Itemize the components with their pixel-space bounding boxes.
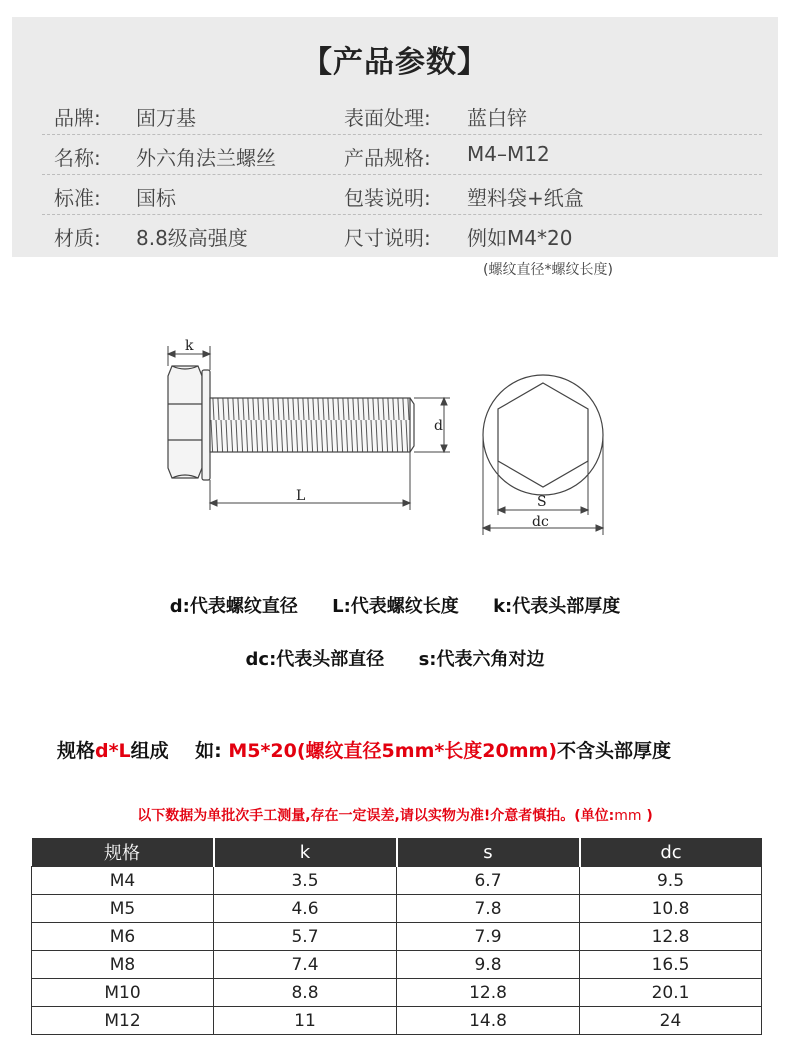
param-key: 包装说明: bbox=[344, 186, 431, 210]
header-k: k bbox=[214, 838, 397, 867]
warning-unit: mm bbox=[614, 808, 642, 824]
thread-shape bbox=[210, 398, 410, 452]
table-header-row bbox=[32, 838, 762, 867]
spec-composition-line bbox=[57, 736, 671, 763]
hex-head-shape bbox=[168, 366, 202, 478]
cell-k: 5.7 bbox=[214, 923, 397, 951]
legend-d: d:代表螺纹直径 bbox=[169, 596, 298, 617]
cell-spec: M12 bbox=[32, 1007, 214, 1035]
cell-k: 7.4 bbox=[214, 951, 397, 979]
label-L: L bbox=[296, 488, 306, 504]
cell-k: 3.5 bbox=[214, 867, 397, 895]
cell-s: 14.8 bbox=[397, 1007, 580, 1035]
table-row bbox=[32, 923, 762, 951]
param-key: 名称: bbox=[54, 146, 101, 170]
param-value: 塑料袋+纸盒 bbox=[467, 186, 584, 210]
cell-k: 4.6 bbox=[214, 895, 397, 923]
cell-dc: 10.8 bbox=[580, 895, 762, 923]
warning-text: 以下数据为单批次手工测量,存在一定误差,请以实物为准!介意者慎拍。(单位: bbox=[137, 808, 615, 824]
param-value: 例如M4*20 bbox=[467, 226, 573, 250]
param-value: 蓝白锌 bbox=[467, 106, 527, 130]
flange-shape bbox=[202, 370, 210, 480]
cell-spec: M4 bbox=[32, 867, 214, 895]
cell-s: 12.8 bbox=[397, 979, 580, 1007]
hex-outline bbox=[498, 383, 588, 487]
cell-spec: M8 bbox=[32, 951, 214, 979]
L-dimension bbox=[210, 452, 410, 510]
param-key: 标准: bbox=[54, 186, 101, 210]
spec-middle: 组成 如: bbox=[130, 740, 222, 762]
legend-dc: dc:代表头部直径 bbox=[245, 649, 385, 670]
cell-k: 8.8 bbox=[214, 979, 397, 1007]
cell-dc: 12.8 bbox=[580, 923, 762, 951]
cell-k: 11 bbox=[214, 1007, 397, 1035]
legend-L: L:代表螺纹长度 bbox=[332, 596, 459, 617]
cell-dc: 24 bbox=[580, 1007, 762, 1035]
spec-example: M5*20(螺纹直径5mm*长度20mm) bbox=[228, 740, 558, 762]
param-key: 品牌: bbox=[54, 106, 101, 130]
spec-prefix: 规格 bbox=[57, 740, 96, 762]
param-key: 材质: bbox=[54, 226, 101, 250]
header-dc: dc bbox=[580, 838, 762, 867]
param-key: 尺寸说明: bbox=[344, 226, 431, 250]
warning-close: ) bbox=[646, 808, 653, 824]
label-k: k bbox=[185, 338, 194, 354]
cell-dc: 9.5 bbox=[580, 867, 762, 895]
param-value: 8.8级高强度 bbox=[136, 226, 248, 250]
cell-spec: M6 bbox=[32, 923, 214, 951]
cell-s: 6.7 bbox=[397, 867, 580, 895]
bolt-side-view bbox=[168, 366, 414, 480]
cell-s: 7.8 bbox=[397, 895, 580, 923]
measurement-warning bbox=[0, 805, 790, 825]
size-format-note: (螺纹直径*螺纹长度) bbox=[483, 262, 613, 278]
param-value: M4–M12 bbox=[467, 142, 550, 166]
label-dc: dc bbox=[532, 514, 549, 530]
table-row bbox=[32, 979, 762, 1007]
header-s: s bbox=[397, 838, 580, 867]
table-row bbox=[32, 867, 762, 895]
cell-s: 7.9 bbox=[397, 923, 580, 951]
header-spec: 规格 bbox=[32, 838, 214, 867]
table-row bbox=[32, 1007, 762, 1035]
params-title: 【产品参数】 bbox=[302, 45, 488, 80]
d-dimension bbox=[414, 398, 450, 452]
cell-dc: 16.5 bbox=[580, 951, 762, 979]
table-row bbox=[32, 951, 762, 979]
param-key: 产品规格: bbox=[344, 146, 431, 170]
bolt-top-view bbox=[483, 375, 603, 495]
spec-suffix: 不含头部厚度 bbox=[557, 740, 672, 762]
flange-circle bbox=[483, 375, 603, 495]
legend-line-1 bbox=[0, 592, 790, 618]
param-value: 国标 bbox=[136, 186, 176, 210]
param-value: 外六角法兰螺丝 bbox=[136, 146, 276, 170]
legend-s: s:代表六角对边 bbox=[418, 649, 545, 670]
cell-s: 9.8 bbox=[397, 951, 580, 979]
table-row bbox=[32, 895, 762, 923]
param-key: 表面处理: bbox=[344, 106, 431, 130]
label-s: S bbox=[537, 494, 547, 510]
cell-dc: 20.1 bbox=[580, 979, 762, 1007]
cell-spec: M5 bbox=[32, 895, 214, 923]
cell-spec: M10 bbox=[32, 979, 214, 1007]
legend-k: k:代表头部厚度 bbox=[493, 596, 621, 617]
label-d: d bbox=[434, 418, 443, 434]
legend-line-2 bbox=[0, 645, 790, 671]
param-value: 固万基 bbox=[136, 106, 196, 130]
spec-table bbox=[31, 838, 762, 1035]
spec-code: d*L bbox=[95, 740, 131, 762]
